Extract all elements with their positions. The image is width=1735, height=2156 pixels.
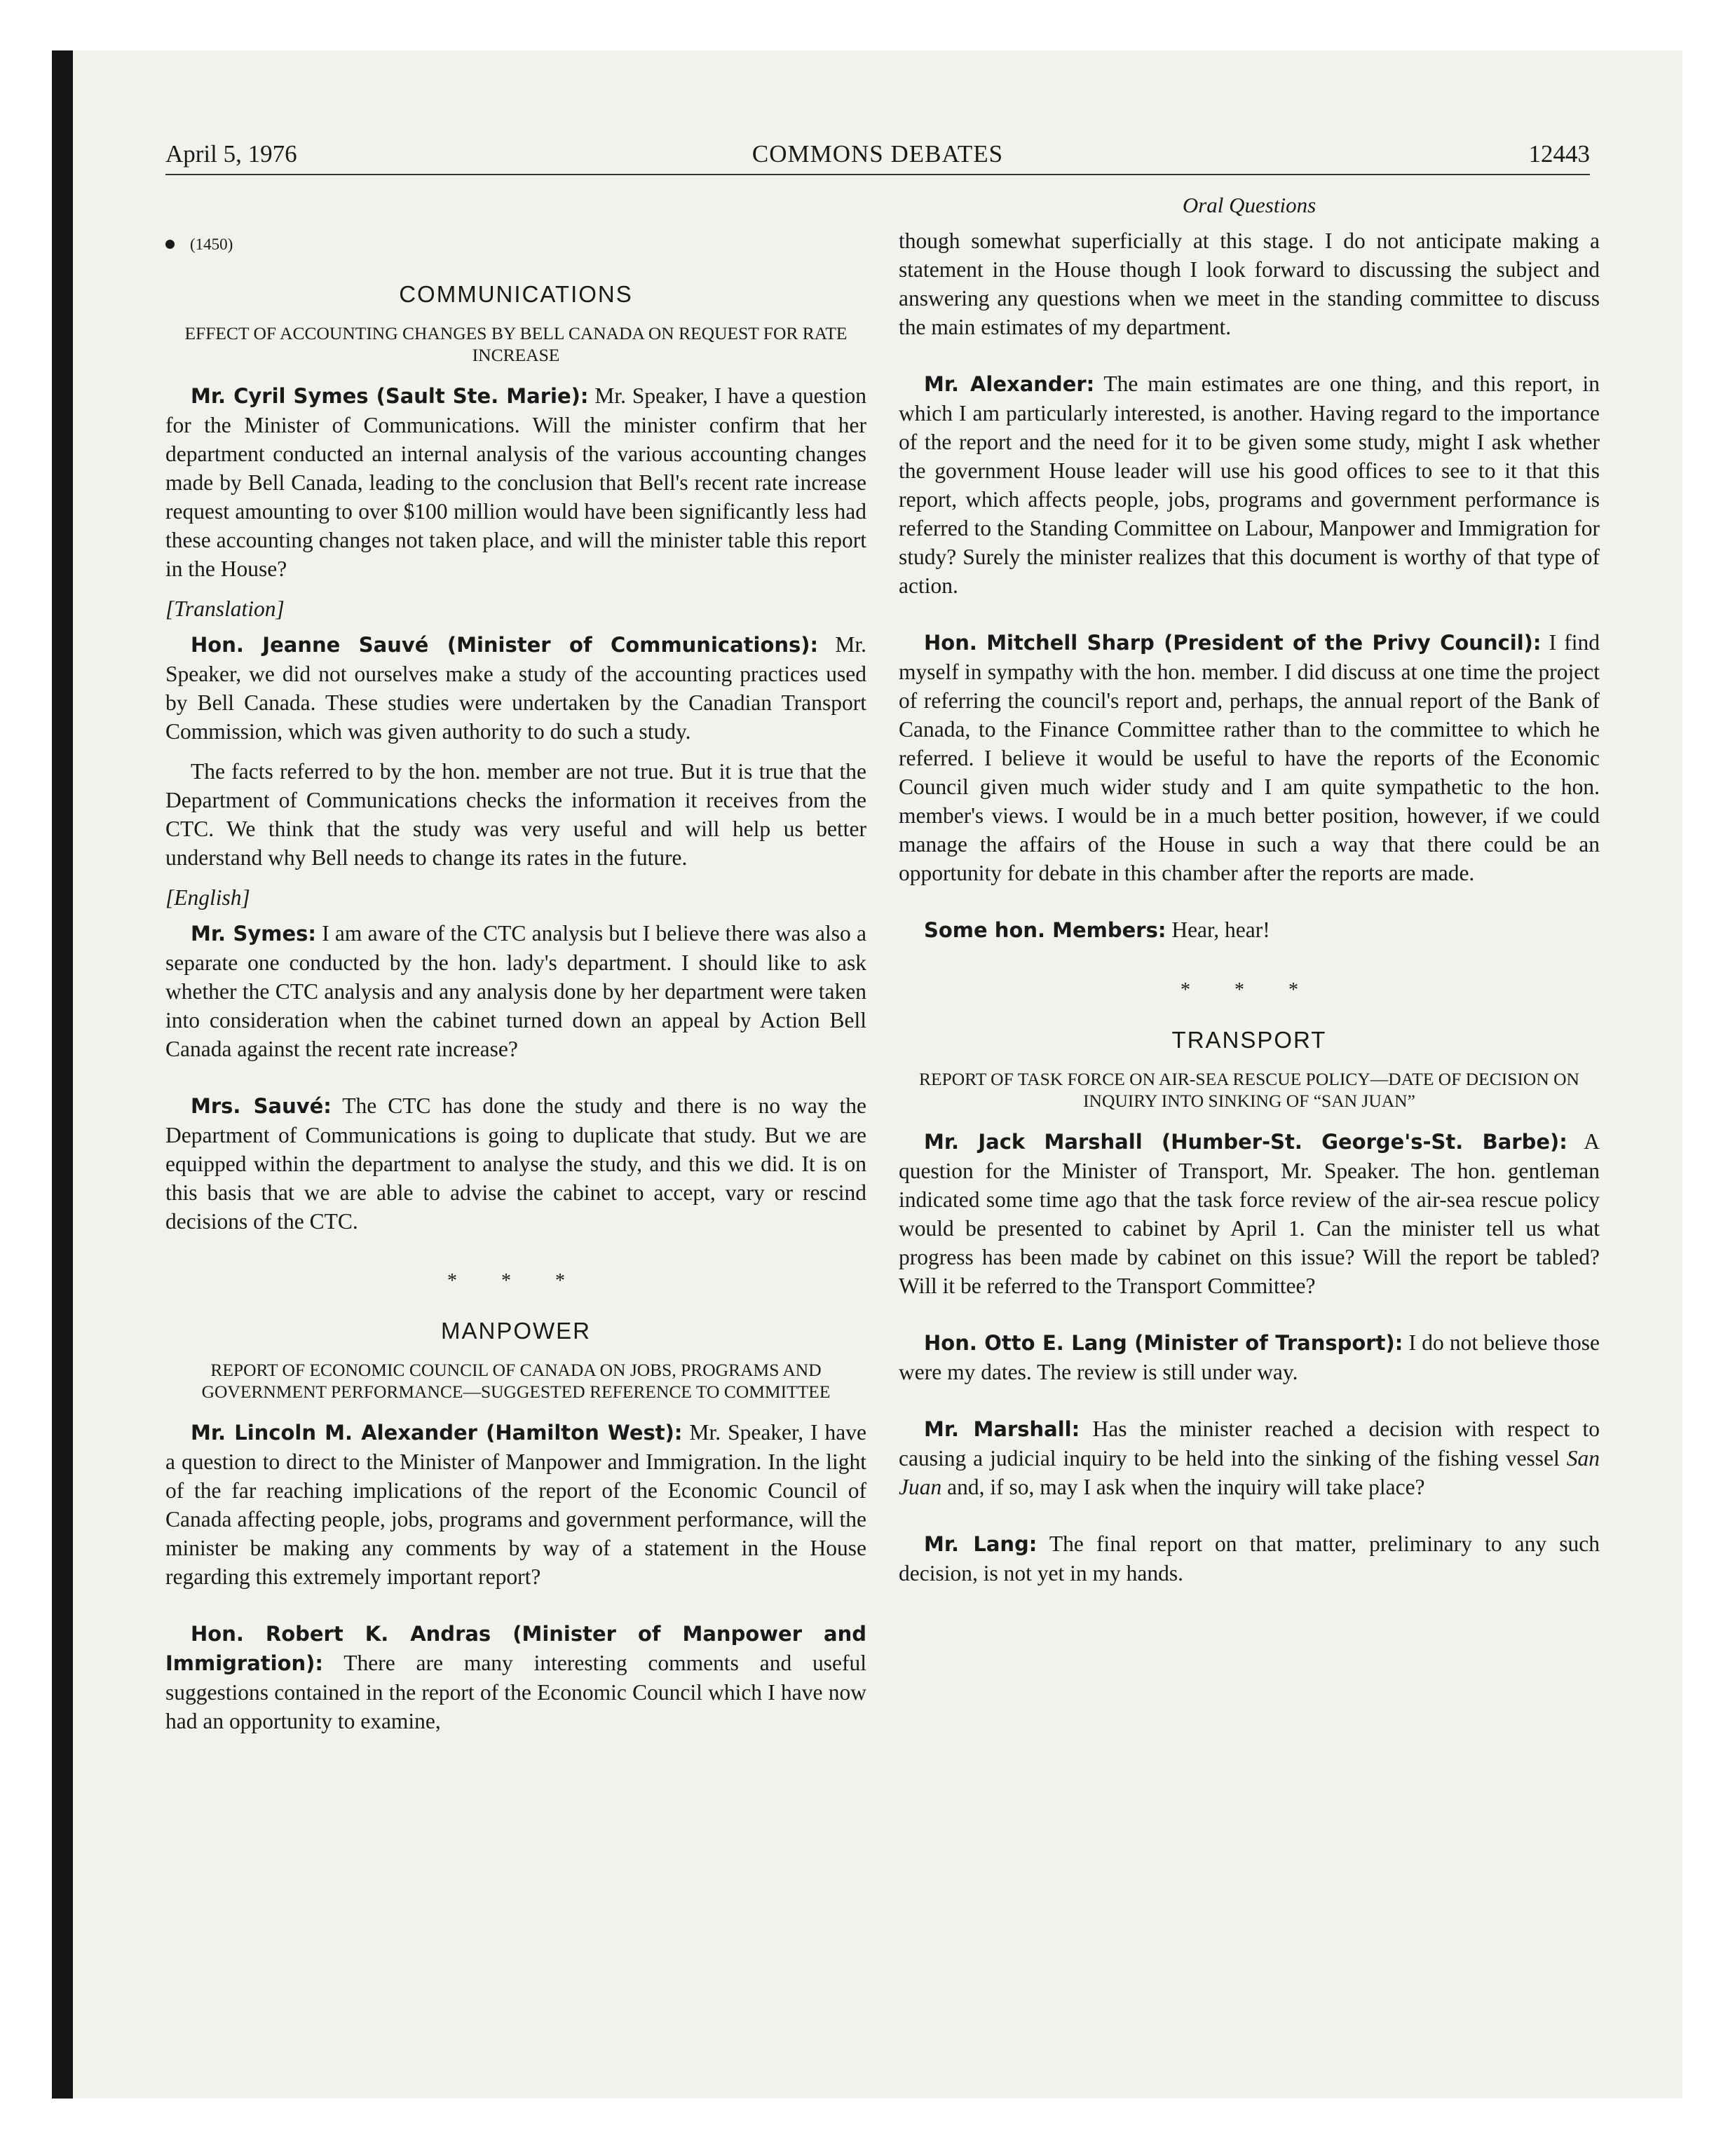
speaker-name: Mr. Cyril Symes (Sault Ste. Marie): <box>191 384 589 408</box>
speech-text: I do not believe those were my dates. The review is still under way. <box>899 1330 1600 1384</box>
speech-text: Mr. Speaker, I have a question for the Minister of Communications. Will the minister confirm that her department conducted an internal analysis of the various accounting changes made by Bell Canada, leading to the conclusion that Bell's recent rate increase request amounting to over $100 million would have been significantly less had these accounting changes not taken place, and will the minister table this report in the House? <box>165 383 866 581</box>
paragraph <box>899 628 1600 887</box>
speaker-name: Mr. Lincoln M. Alexander (Hamilton West): <box>191 1421 683 1445</box>
speech-text: Mr. Speaker, we did not ourselves make a study of the accounting practices used by Bell Canada. These studies were undertaken by the Canadian Transport Commission, which was given authority to do such a study. <box>165 632 866 744</box>
speech-text: Has the minister reached a decision with respect to causing a judicial inquiry to be held into the sinking of the fishing vessel <box>899 1417 1600 1471</box>
section-title-transport: TRANSPORT <box>1171 1027 1327 1053</box>
paragraph <box>899 369 1600 600</box>
speaker-name: Mr. Marshall: <box>924 1417 1080 1441</box>
speaker-name: Hon. Robert K. Andras (Minister of Manpower and Immigration): <box>165 1622 866 1675</box>
speech-text: Mr. Speaker, I have a question to direct to the Minister of Manpower and Immigration. In the light of the far reaching implications of the report of the Economic Council of Canada affecting people, jobs, programs and government performance, will the minister be making any comments by way of a statement in the House regarding this extremely important report? <box>165 1420 867 1589</box>
speech-text: and, if so, may I ask when the inquiry will take place? <box>941 1475 1425 1499</box>
speech-text: though somewhat superficially at this stage. I do not anticipate making a statement in the House though I look forward to discussing the subject and answering any questions when we meet in the standing committee to discuss the main estimates of my department. <box>899 228 1600 339</box>
speaker-name: Hon. Otto E. Lang (Minister of Transport): <box>924 1331 1403 1355</box>
paragraph <box>899 1414 1600 1501</box>
paragraph <box>165 381 866 583</box>
speaker-name: Some hon. Members: <box>924 918 1166 942</box>
speech-text: The facts referred to by the hon. member are not true. But it is true that the Department of Communications checks the information it receives from the CTC. We think that the study was very useful and will help us better understand why Bell needs to change its rates in the future. <box>165 759 866 870</box>
paragraph <box>165 630 866 746</box>
paragraph <box>165 1091 866 1236</box>
paragraph <box>165 757 866 872</box>
section-divider: * * * <box>447 1270 585 1292</box>
speaker-name: Mr. Lang: <box>924 1532 1037 1556</box>
speaker-name: Mrs. Sauvé: <box>191 1094 332 1118</box>
paragraph <box>899 1529 1600 1588</box>
speech-text: Hear, hear! <box>1166 917 1270 942</box>
speech-text: A question for the Minister of Transport, Mr. Speaker. The hon. gentleman indicated some time ago that the task force review of the air-sea rescue policy would be presented to cabinet by April 1. Can the minister tell us what progress has been made by cabinet on this issue? Will the report be tabled? Will it be referred to the Transport Committee? <box>899 1129 1600 1298</box>
paragraph <box>165 1418 866 1591</box>
speaker-name: Mr. Jack Marshall (Humber-St. George's-St. Barbe): <box>924 1130 1567 1154</box>
speaker-name: Mr. Alexander: <box>924 372 1095 396</box>
paragraph <box>899 1328 1600 1386</box>
right-column <box>899 191 1600 1599</box>
section-subhead: EFFECT OF ACCOUNTING CHANGES BY BELL CANADA ON REQUEST FOR RATE INCREASE <box>184 323 848 365</box>
section-subhead: REPORT OF TASK FORCE ON AIR-SEA RESCUE POLICY—DATE OF DECISION ON INQUIRY INTO SINKING OF “SAN JUAN” <box>919 1069 1579 1111</box>
section-title-manpower: MANPOWER <box>441 1318 591 1344</box>
header-publication: COMMONS DEBATES <box>751 140 1004 168</box>
bullet-icon <box>165 240 175 249</box>
speaker-name: Hon. Mitchell Sharp (President of the Privy Council): <box>924 631 1542 655</box>
paragraph <box>899 915 1600 945</box>
speaker-name: Mr. Symes: <box>191 922 317 946</box>
speech-text: The CTC has done the study and there is no way the Department of Communications is going to duplicate that study. But we are equipped within the department to analyse the study, and this we did. It is on this basis that we are able to advise the cabinet to accept, vary or rescind decisions of the CTC. <box>165 1093 866 1234</box>
speech-text: I find myself in sympathy with the hon. member. I did discuss at one time the project of referring the council's report and, perhaps, the annual report of the Bank of Canada, to the Finance Committee rather than to the committee to which he referred. I believe it would be useful to have the reports of the Economic Council given much wider study and I am quite sympathetic to the hon. member's views. I would be in a much better position, however, if we could manage the affairs of the House in such a way that there could be an opportunity for debate in this chamber after the reports are made. <box>899 630 1600 885</box>
section-subhead: REPORT OF ECONOMIC COUNCIL OF CANADA ON JOBS, PROGRAMS AND GOVERNMENT PERFORMANCE—SUGGESTED REFERENCE TO COMMITTEE <box>201 1360 831 1402</box>
vessel-name: San Juan <box>899 1446 1600 1499</box>
paragraph <box>899 1127 1600 1300</box>
paragraph <box>165 1619 866 1735</box>
timestamp-text: (1450) <box>190 236 233 253</box>
header-page-number: 12443 <box>1528 140 1590 168</box>
speech-text: The main estimates are one thing, and this report, in which I am particularly interested, is another. Having regard to the importance of the report and the need for it to be given some study, might I ask whether the government House leader will use his good offices to see to it that this report, which affects people, jobs, programs and government performance is referred to the Standing Committee on Labour, Manpower and Immigration for study? Surely the minister realizes that this document is worthy of that type of action. <box>899 371 1600 598</box>
speech-text: There are many interesting comments and useful suggestions contained in the report of the Economic Council which I have now had an opportunity to examine, <box>165 1651 866 1733</box>
section-title-communications: COMMUNICATIONS <box>399 281 633 307</box>
timestamp <box>165 230 866 259</box>
page-header <box>165 137 1590 175</box>
paragraph <box>165 919 866 1063</box>
speaker-name: Hon. Jeanne Sauvé (Minister of Communications): <box>191 633 819 657</box>
scan-border <box>52 50 73 2099</box>
speech-text: The final report on that matter, preliminary to any such decision, is not yet in my hands. <box>899 1531 1600 1585</box>
paragraph-continued <box>899 226 1600 341</box>
header-date: April 5, 1976 <box>165 140 297 168</box>
language-note: [English] <box>165 885 250 910</box>
left-column <box>165 191 866 1747</box>
section-divider: * * * <box>1181 979 1318 1001</box>
translation-note: [Translation] <box>165 596 285 621</box>
running-head: Oral Questions <box>1182 193 1316 217</box>
speech-text: I am aware of the CTC analysis but I believe there was also a separate one conducted by the hon. lady's department. I should like to ask whether the CTC analysis and any analysis done by her department were taken into consideration when the cabinet turned down an appeal by Action Bell Canada against the recent rate increase? <box>165 921 866 1061</box>
